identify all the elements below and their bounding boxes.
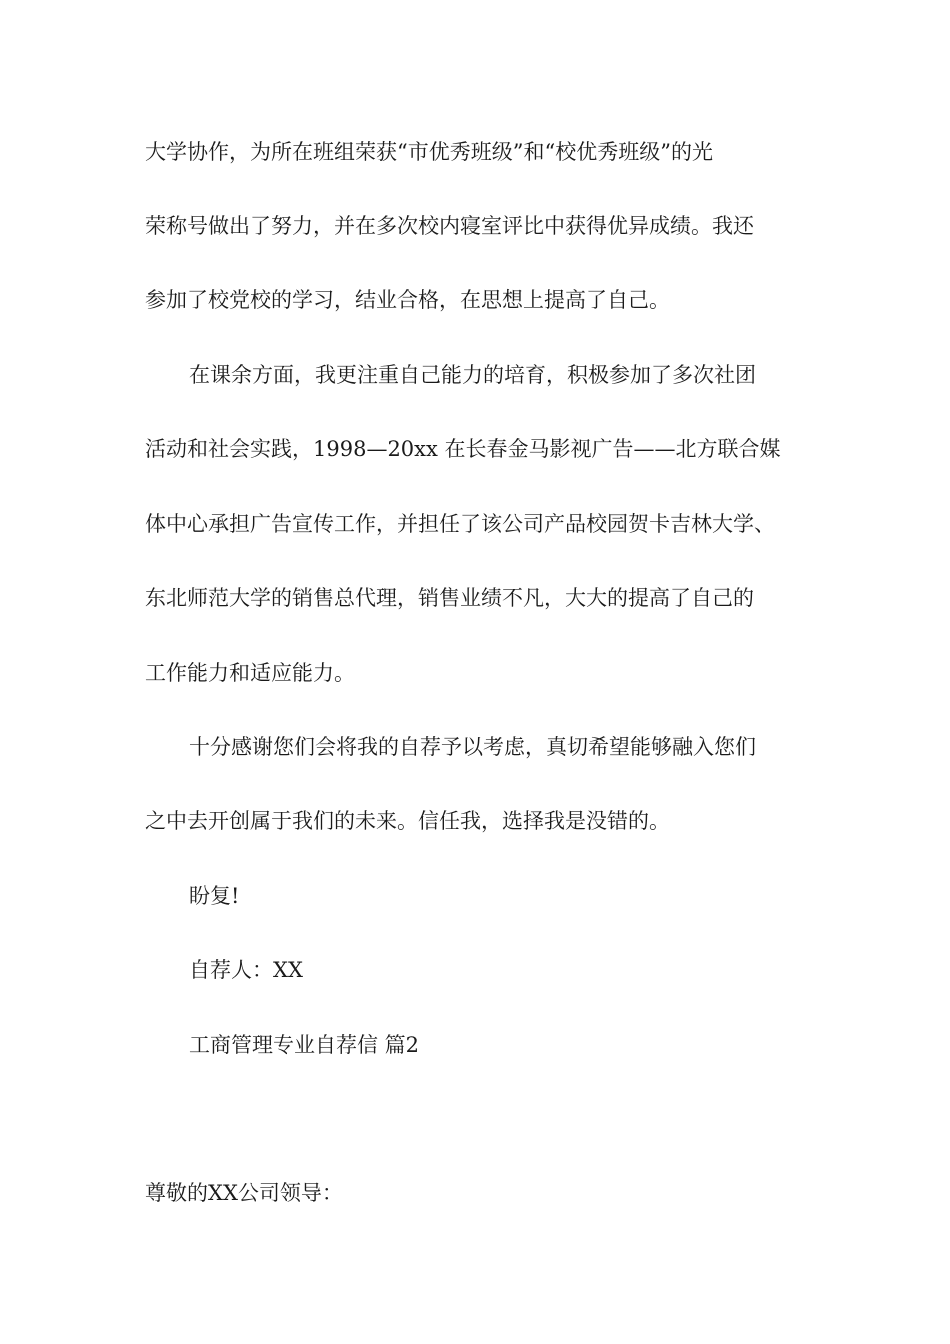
signature-line: 自荐人：XX [189,958,303,982]
paragraph-line: 十分感谢您们会将我的自荐予以考虑，真切希望能够融入您们 [189,735,756,759]
paragraph-line: 东北师范大学的销售总代理，销售业绩不凡，大大的提高了自己的 [145,586,754,610]
salutation: 尊敬的XX公司领导： [145,1181,343,1205]
paragraph-line: 工作能力和适应能力。 [145,661,355,685]
paragraph-line: 之中去开创属于我们的未来。信任我，选择我是没错的。 [145,809,670,833]
paragraph-line: 体中心承担广告宣传工作，并担任了该公司产品校园贺卡吉林大学、 [145,512,775,536]
paragraph-line: 参加了校党校的学习，结业合格，在思想上提高了自己。 [145,288,670,312]
closing-remark: 盼复! [189,884,240,908]
paragraph-line: 大学协作，为所在班组荣获“市优秀班级”和“校优秀班级”的光 [145,140,713,164]
paragraph-line: 荣称号做出了努力，并在多次校内寝室评比中获得优异成绩。我还 [145,214,754,238]
paragraph-line: 活动和社会实践，1998—20xx 在长春金马影视广告——北方联合媒 [145,437,781,461]
paragraph-line: 在课余方面，我更注重自己能力的培育，积极参加了多次社团 [189,363,756,387]
section-heading: 工商管理专业自荐信 篇2 [189,1033,420,1057]
